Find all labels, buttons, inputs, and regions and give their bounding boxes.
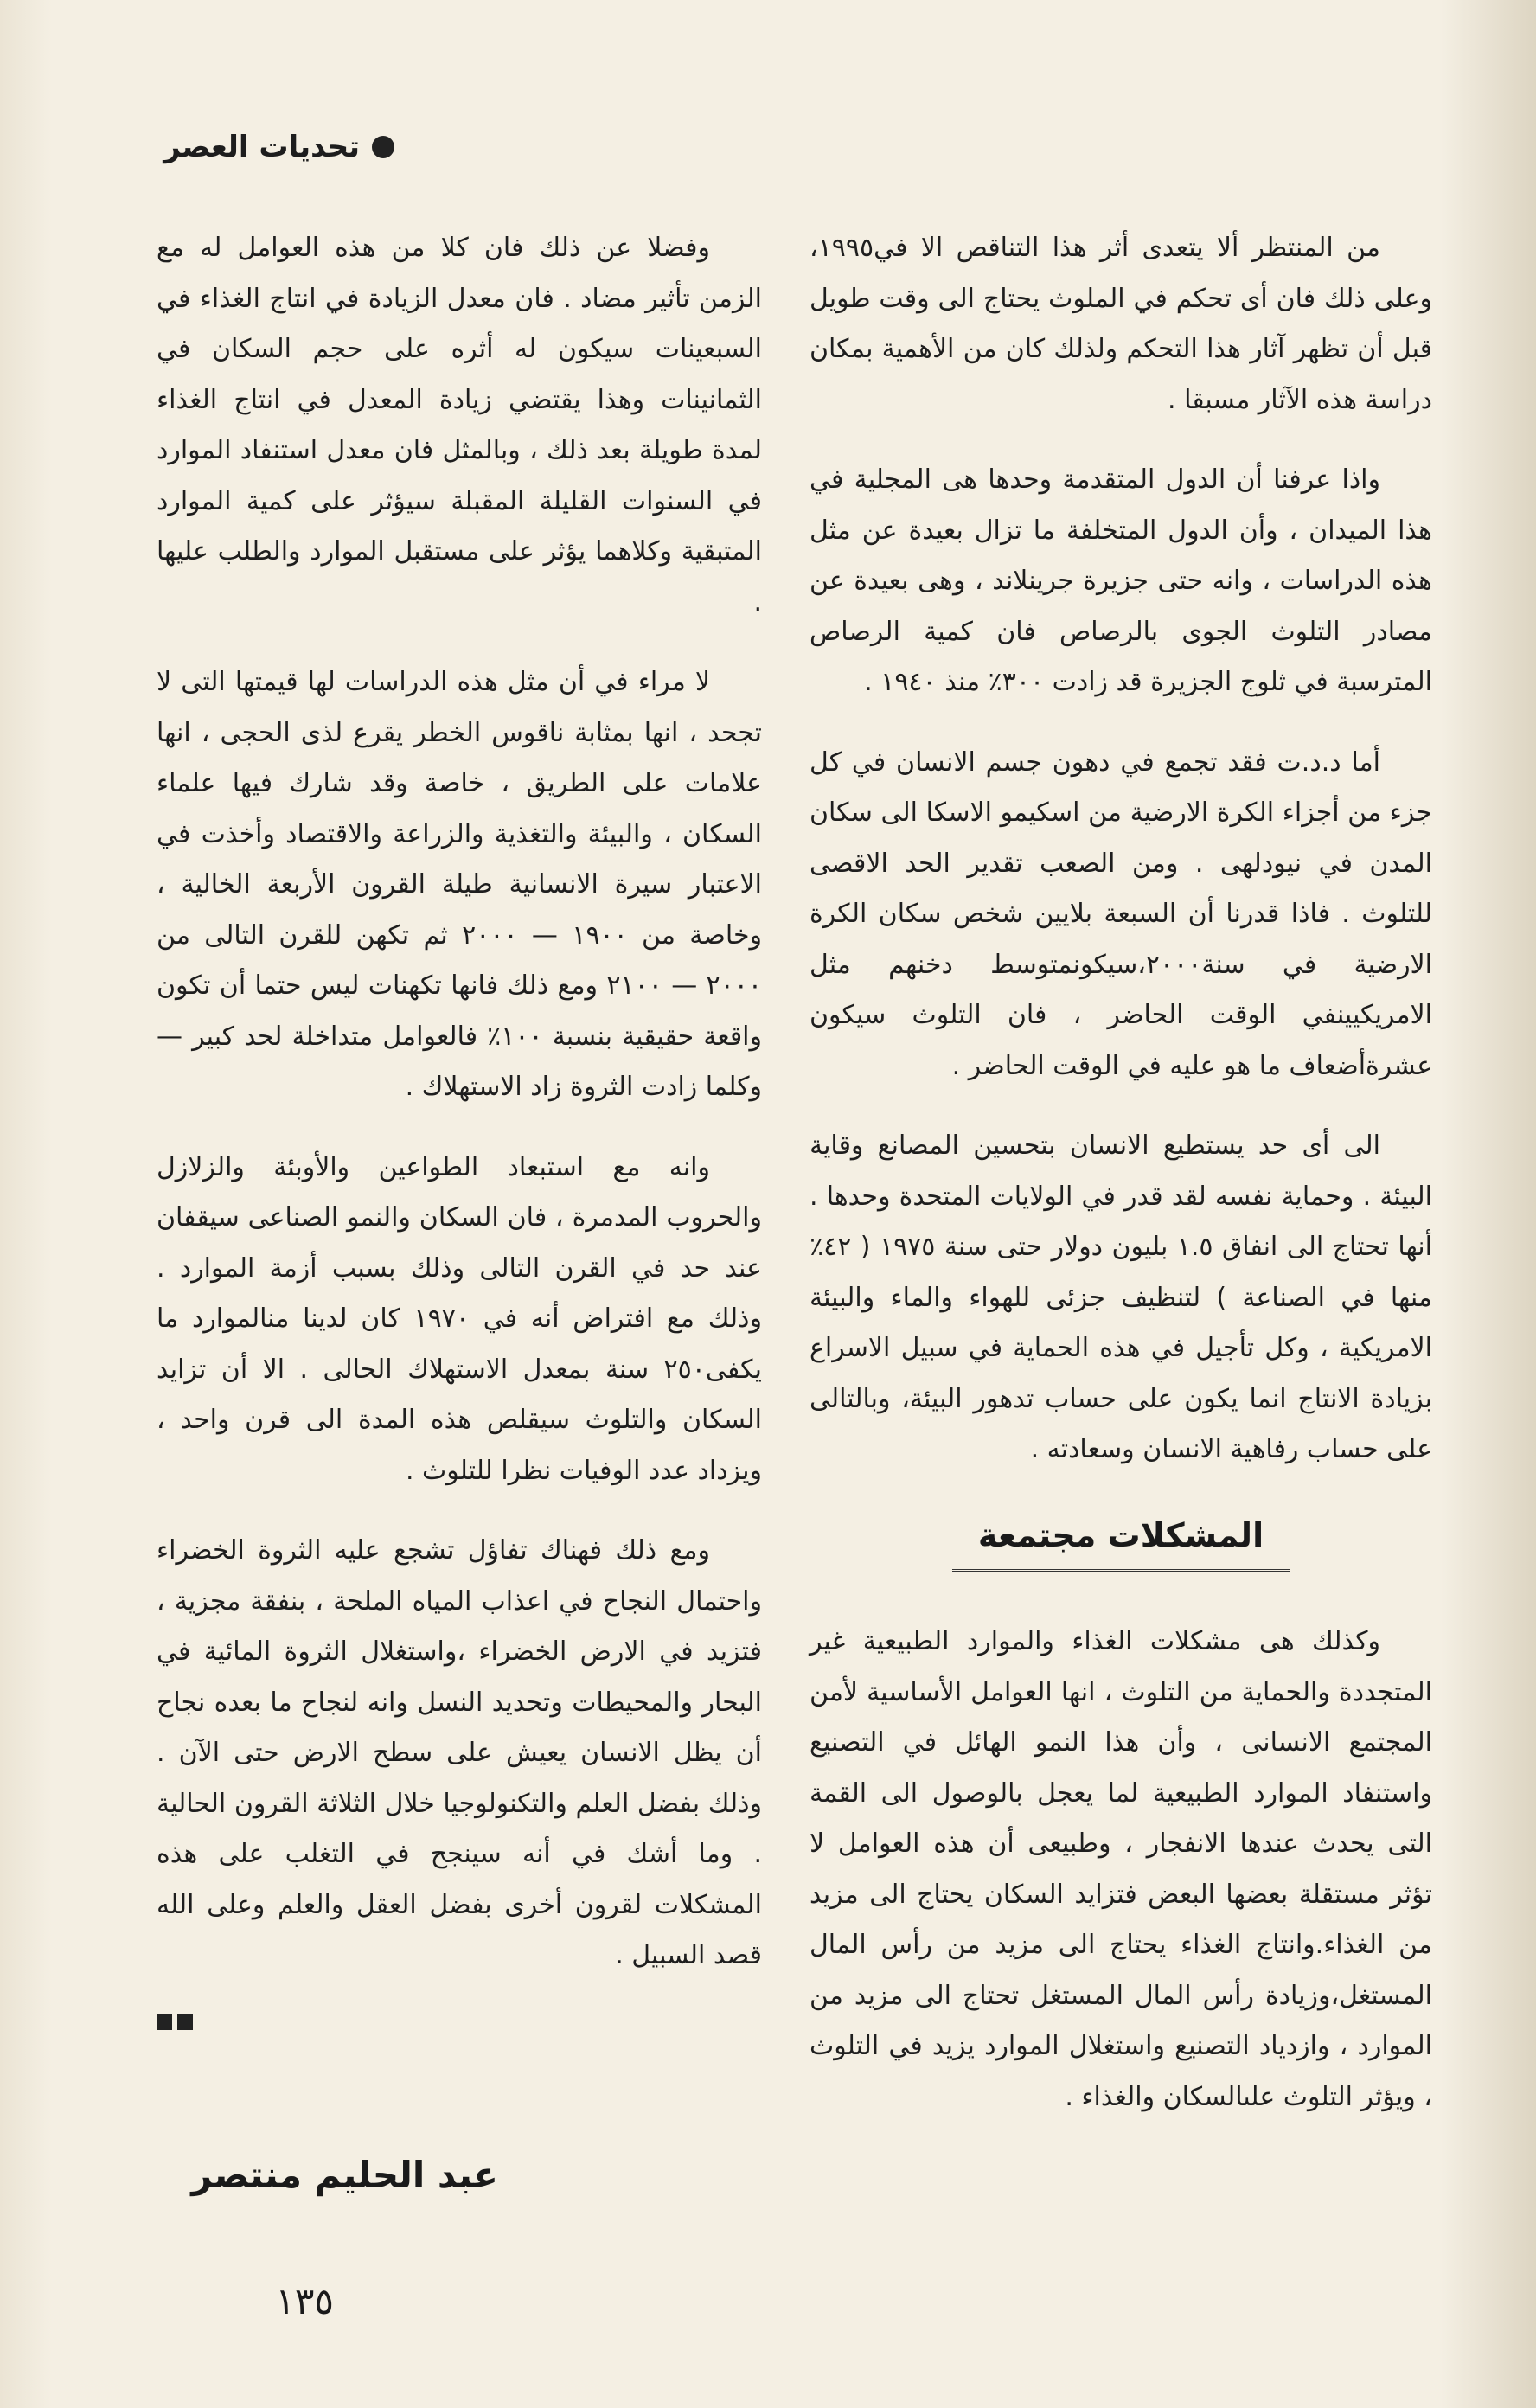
running-header	[135, 130, 394, 164]
paragraph: وفضلا عن ذلك فان كلا من هذه العوامل له مع الزمن تأثير مضاد . فان معدل الزيادة في انتاج الغذاء في السبعينات سيكون له أثره على حجم السكان في الثمانينات وهذا يقتضي زيادة المعدل في انتاج الغذاء لمدة طويلة بعد ذلك ، وبالمثل فان معدل استنفاد الموارد في السنوات القليلة المقبلة سيؤثر على كمية الموارد المتبقية وكلاهما يؤثر على مستقبل الموارد والطلب عليها .	[157, 233, 762, 618]
bullet-icon	[372, 136, 394, 158]
left-column	[157, 223, 762, 2030]
paragraph: أما د.د.ت فقد تجمع في دهون جسم الانسان في كل جزء من أجزاء الكرة الارضية من اسكيمو الاسكا الى سكان المدن في نيودلهى . ومن الصعب تقدير الحد الاقصى للتلوث . فاذا قدرنا أن السبعة بلايين شخص سكان الكرة الارضية في سنة٢٠٠٠،سيكونمتوسط دخنهم مثل الامريكيينفي الوقت الحاضر ، فان التلوث سيكون عشرةأضعاف ما هو عليه في الوقت الحاضر .	[810, 746, 1432, 1081]
paragraph: ومع ذلك فهناك تفاؤل تشجع عليه الثروة الخضراء واحتمال النجاح في اعذاب المياه الملحة ، بنفقة مجزية ، فتزيد في الارض الخضراء ،واستغلال الثروة المائية في البحار والمحيطات وتحديد النسل وانه لنجاح ما بعده نجاح أن يظل الانسان يعيش على سطح الارض حتى الآن . وذلك بفضل العلم والتكنولوجيا خلال الثلاثة القرون الحالية . وما أشك في أنه سينجح في التغلب على هذه المشكلات لقرون أخرى بفضل العقل والعلم وعلى الله قصد السبيل .	[157, 1535, 762, 1970]
scan-margin-left	[0, 0, 52, 2408]
paragraph: واذا عرفنا أن الدول المتقدمة وحدها هى المجلية في هذا الميدان ، وأن الدول المتخلفة ما تزال بعيدة عن مثل هذه الدراسات ، وانه حتى جزيرة جرينلاند ، وهى بعيدة عن مصادر التلوث الجوى بالرصاص فان كمية الرصاص المترسبة في ثلوج الجزيرة قد زادت ٣٠٠٪ منذ ١٩٤٠ .	[810, 464, 1432, 697]
page-number: ١٣٥	[275, 2280, 334, 2322]
paragraph: من المنتظر ألا يتعدى أثر هذا التناقص الا في١٩٩٥، وعلى ذلك فان أى تحكم في الملوث يحتاج الى وقت طويل قبل أن تظهر آثار هذا التحكم ولذلك كان من الأهمية بمكان دراسة هذه الآثار مسبقا .	[810, 233, 1432, 415]
right-column	[810, 223, 1432, 2152]
header-title: تحديات العصر	[163, 130, 360, 164]
paragraph: لا مراء في أن مثل هذه الدراسات لها قيمتها التى لا تجحد ، انها بمثابة ناقوس الخطر يقرع لذى الحجى ، انها علامات على الطريق ، خاصة وقد شارك فيها علماء السكان ، والبيئة والتغذية والزراعة والاقتصاد وأخذت في الاعتبار سيرة الانسانية طيلة القرون الأربعة الخالية ، وخاصة من ١٩٠٠ — ٢٠٠٠ ثم تكهن للقرن التالى من ٢٠٠٠ — ٢١٠٠ ومع ذلك فانها تكهنات ليس حتما أن تكون واقعة حقيقية بنسبة ١٠٠٪ فالعوامل متداخلة لحد كبير — وكلما زادت الثروة زاد الاستهلاك .	[157, 667, 763, 1102]
author-signature: عبد الحليم منتصر	[191, 2154, 498, 2196]
paragraph: وكذلك هى مشكلات الغذاء والموارد الطبيعية غير المتجددة والحماية من التلوث ، انها العوامل الأساسية لأمن المجتمع الانسانى ، وأن هذا النمو الهائل في التصنيع واستنفاد الموارد الطبيعية لما يعجل بالوصول الى القمة التى يحدث عندها الانفجار ، وطبيعى أن هذه العوامل لا تؤثر مستقلة بعضها البعض فتزايد السكان يحتاج الى مزيد من الغذاء.وانتاج الغذاء يحتاج الى مزيد من رأس المال المستغل،وزيادة رأس المال المستغل تحتاج الى مزيد من الموارد ، وازدياد التصنيع واستغلال الموارد يزيد في التلوث ، ويؤثر التلوث علىالسكان والغذاء .	[810, 1626, 1432, 2112]
paragraph: الى أى حد يستطيع الانسان بتحسين المصانع وقاية البيئة . وحماية نفسه لقد قدر في الولايات المتحدة وحدها . أنها تحتاج الى انفاق ١.٥ بليون دولار حتى سنة ١٩٧٥ ( ٤٢٪ منها في الصناعة ) لتنظيف جزئى للهواء والماء والبيئة الامريكية ، وكل تأجيل في هذه الحماية في سبيل الاسراع بزيادة الانتاج انما يكون على حساب تدهور البيئة، وبالتالى على حساب رفاهية الانسان وسعادته .	[810, 1130, 1432, 1464]
paragraph: وانه مع استبعاد الطواعين والأوبئة والزلازل والحروب المدمرة ، فان السكان والنمو الصناعى سيقفان عند حد في القرن التالى وذلك بسبب أزمة الموارد . وذلك مع افتراض أنه في ١٩٧٠ كان لدينا منالموارد ما يكفى٢٥٠ سنة بمعدل الاستهلاك الحالى . الا أن تزايد السكان والتلوث سيقلص هذه المدة الى قرن واحد ، ويزداد عدد الوفيات نظرا للتلوث .	[157, 1151, 762, 1486]
section-heading: المشكلات مجتمعة	[952, 1510, 1290, 1572]
scan-margin-right	[1441, 0, 1536, 2408]
section-heading-wrap	[810, 1510, 1432, 1572]
end-of-article-icon	[157, 2014, 193, 2030]
